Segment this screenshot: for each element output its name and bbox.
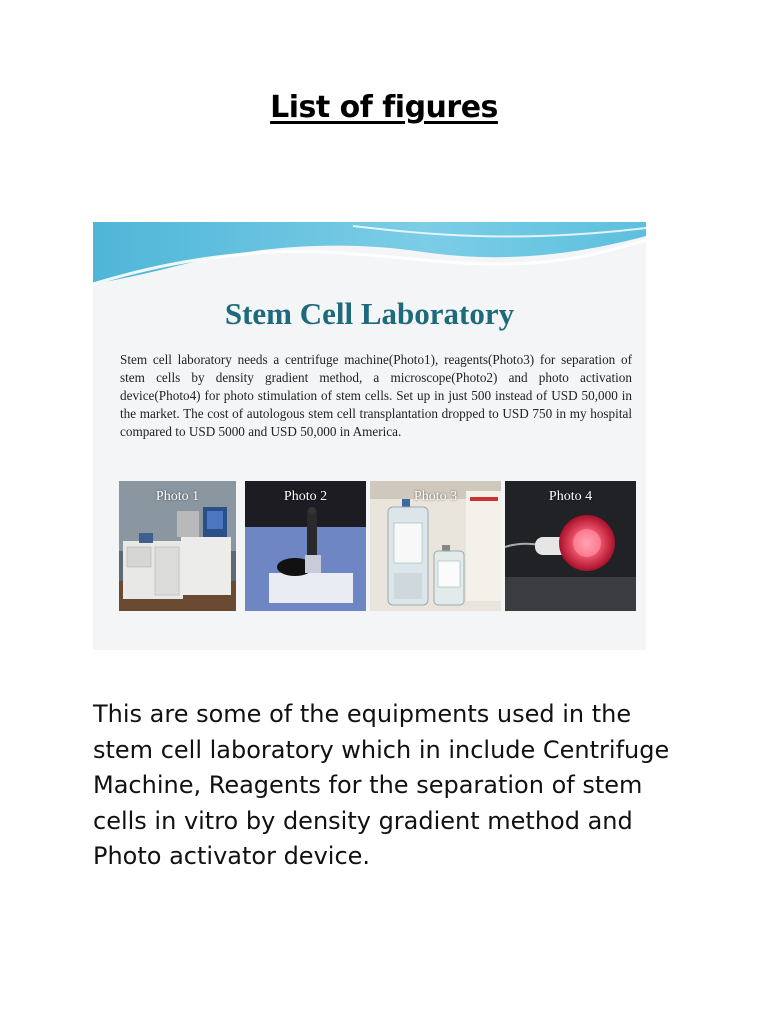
photo-2-label: Photo 2 (283, 489, 328, 504)
stem-cell-laboratory-figure (93, 222, 646, 650)
photo-3-reagents (370, 481, 501, 611)
photo-1-centrifuge-machine (119, 481, 236, 611)
photo-4-photo-activation-device (505, 481, 636, 611)
photo-2-microscope (245, 481, 366, 611)
page-title: List of figures (270, 90, 498, 125)
slide-text: Stem cell laboratory needs a centrifuge machine(Photo1), reagents(Photo3) for separation of stem cells by density gradient method, a microscope(Photo2) and photo activation device(Photo4) for photo stimulation of stem cells. Set up in just 500 instead of USD 50,000 in the market. The cost of autologous stem cell transplantation dropped to USD 750 in my hospital compared to USD 5000 and USD 50,000 in America. (120, 352, 632, 439)
figure-caption: This are some of the equipments used in the stem cell laboratory which in include Centrifuge Machine, Reagents for the separation of stem cells in vitro by density gradient method and Photo activator device. (93, 700, 670, 870)
slide-title: Stem Cell Laboratory (224, 296, 515, 331)
wave-banner (93, 222, 646, 292)
photo-1-label: Photo 1 (155, 489, 200, 504)
photo-3-label: Photo 3 (413, 489, 458, 504)
photo-4-label: Photo 4 (548, 489, 593, 504)
